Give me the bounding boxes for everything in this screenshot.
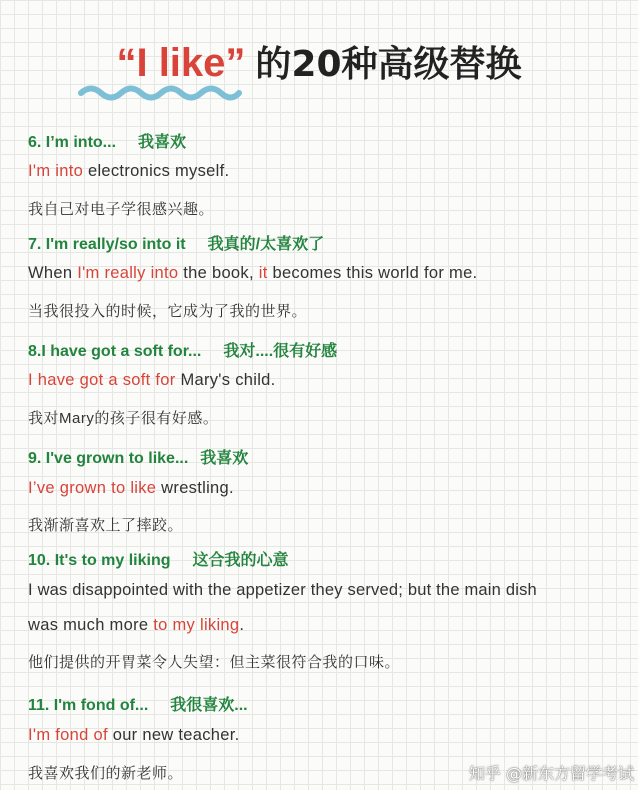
heading-chinese: 我真的/太喜欢了	[207, 236, 325, 253]
translation: 我喜欢我们的新老师。	[28, 765, 184, 782]
heading-english: 9. I've grown to like...	[28, 450, 189, 467]
example-sentence	[28, 264, 477, 283]
translation: 他们提供的开胃菜令人失望：但主菜很符合我的口味。	[28, 654, 401, 671]
example-pre: When	[28, 264, 78, 282]
example-sentence	[28, 162, 229, 181]
page-title	[0, 36, 638, 87]
translation: 我自己对电子学很感兴趣。	[28, 201, 215, 218]
heading-chinese: 我喜欢	[138, 134, 187, 151]
example-rest: electronics myself.	[83, 162, 230, 180]
heading-chinese: 这合我的心意	[192, 552, 289, 569]
heading-chinese: 我很喜欢...	[170, 697, 248, 714]
heading-english: 11. I'm fond of...	[28, 697, 149, 714]
heading-english: 7. I'm really/so into it	[28, 236, 186, 253]
example-rest: .	[239, 616, 245, 634]
item-heading	[28, 338, 337, 361]
example-sentence	[28, 371, 276, 390]
example-highlight: I’ve grown to like	[28, 479, 157, 497]
example-sentence-line1: I was disappointed with the appetizer they served; but the main dish	[28, 581, 537, 599]
example-highlight: I'm really into	[77, 264, 179, 282]
item-heading	[28, 445, 248, 468]
heading-english: 10. It's to my liking	[28, 552, 171, 569]
example-rest: our new teacher.	[107, 726, 240, 744]
item-heading	[28, 692, 248, 715]
heading-english: 8.I have got a soft for...	[28, 343, 202, 360]
title-english: “I like”	[116, 41, 246, 85]
example-sentence	[28, 616, 244, 635]
wave-underline-icon	[78, 82, 242, 104]
example-pre: was much more	[28, 616, 154, 634]
item-heading	[28, 231, 324, 254]
example-highlight: to my liking	[153, 616, 240, 634]
item-heading	[28, 129, 186, 152]
example-post: becomes this world for me.	[267, 264, 478, 282]
translation: 当我很投入的时候，它成为了我的世界。	[28, 303, 308, 320]
example-sentence	[28, 479, 234, 498]
example-sentence	[28, 726, 240, 745]
heading-english: 6. I’m into...	[28, 134, 117, 151]
title-chinese: 的20种高级替换	[255, 44, 522, 85]
example-highlight: I have got a soft for	[28, 371, 176, 389]
example-rest: Mary's child.	[175, 371, 276, 389]
translation: 我渐渐喜欢上了摔跤。	[28, 517, 184, 534]
heading-chinese: 我喜欢	[200, 450, 249, 467]
example-mid: the book,	[178, 264, 259, 282]
translation: 我对Mary的孩子很有好感。	[28, 410, 219, 427]
heading-chinese: 我对....很有好感	[223, 343, 338, 360]
example-highlight: I'm into	[28, 162, 84, 180]
watermark: 知乎 @新东方留学考试	[468, 764, 634, 783]
example-rest: wrestling.	[156, 479, 234, 497]
example-highlight-2: it	[258, 264, 268, 282]
example-highlight: I'm fond of	[28, 726, 108, 744]
item-heading	[28, 547, 289, 570]
